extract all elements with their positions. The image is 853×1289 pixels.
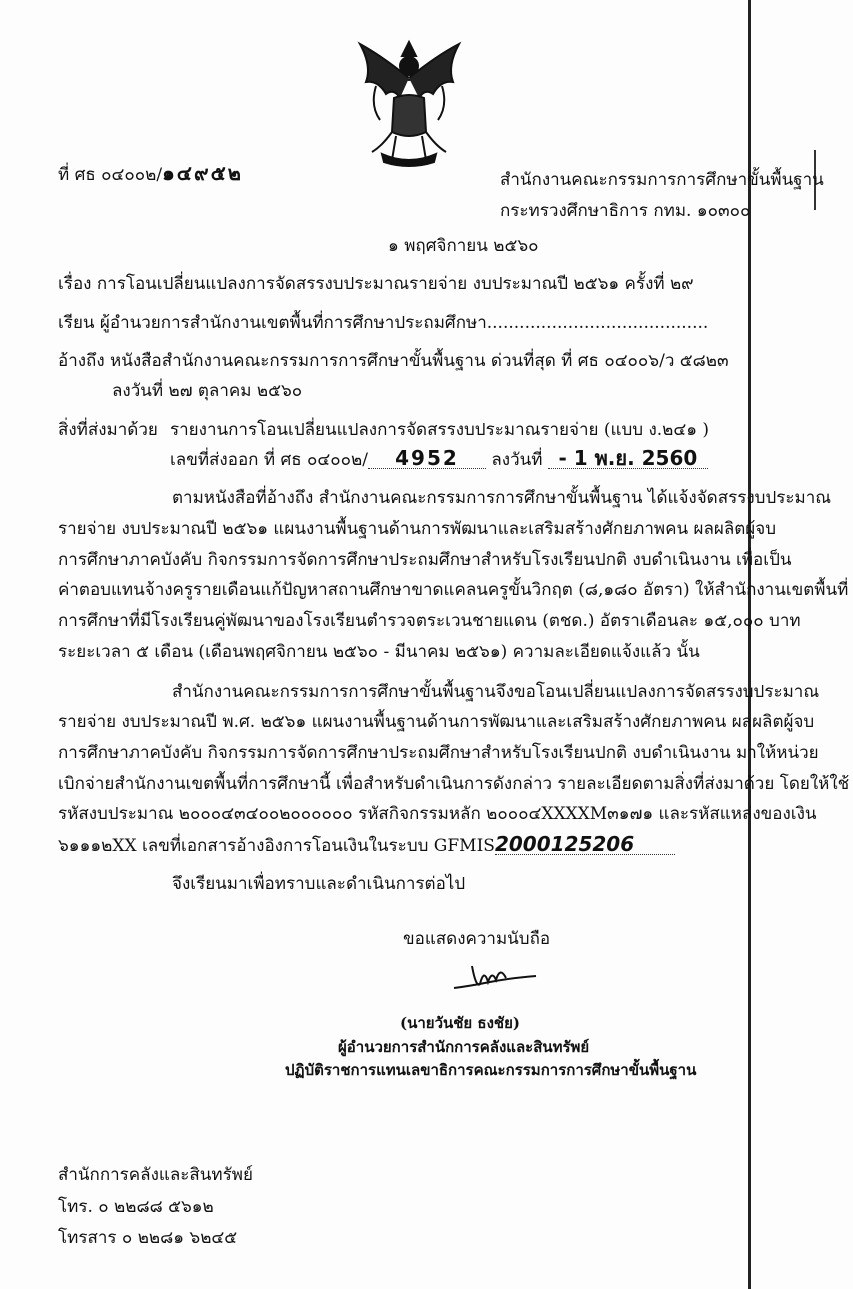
outgoing-prefix: เลขที่ส่งออก ที่ ศธ ๐๔๐๐๒/: [170, 450, 368, 470]
p2-line: รายจ่าย งบประมาณปี พ.ศ. ๒๕๖๑ แผนงานพื้นฐานด้านการพัฒนาและเสริมสร้างศักยภาพคน ผลผลิตผู้จบ: [58, 712, 815, 732]
p2-line: การศึกษาภาคบังคับ กิจกรรมการจัดการศึกษาประถมศึกษาสำหรับโรงเรียนปกติ งบดำเนินงาน มาให้หน่วย: [58, 743, 819, 763]
p2-line: เบิกจ่ายสำนักงานเขตพื้นที่การศึกษานี้ เพื่อสำหรับดำเนินการดังกล่าว รายละเอียดตามสิ่งที่ส่งมาด้วย โดยให้ใช้: [58, 774, 850, 794]
subject-line: เรื่อง การโอนเปลี่ยนแปลงการจัดสรรงบประมาณรายจ่าย งบประมาณปี ๒๕๖๑ ครั้งที่ ๒๙: [58, 274, 694, 294]
signer-title1: ผู้อำนวยการสำนักการคลังและสินทรัพย์: [338, 1038, 590, 1056]
gfmis-number-handwritten: 2000125206: [495, 834, 675, 855]
letter-date: ๑ พฤศจิกายน ๒๕๖๐: [388, 236, 539, 256]
signature-icon: [450, 958, 540, 998]
ref-number-prefix: ที่ ศธ ๐๔๐๐๒/: [58, 165, 163, 185]
reference-line2: ลงวันที่ ๒๗ ตุลาคม ๒๕๖๐: [112, 381, 303, 401]
p1-line: การศึกษาภาคบังคับ กิจกรรมการจัดการศึกษาประถมศึกษาสำหรับโรงเรียนปกติ งบดำเนินงาน เพื่อเป็น: [58, 550, 792, 570]
reference-line1: อ้างถึง หนังสือสำนักงานคณะกรรมการการศึกษาขั้นพื้นฐาน ด่วนที่สุด ที่ ศธ ๐๔๐๐๖/ว ๕๘๒๓: [58, 351, 729, 371]
footer-tel: โทร. ๐ ๒๒๘๘ ๕๖๑๒: [58, 1197, 214, 1217]
p2-line: สำนักงานคณะกรรมการการศึกษาขั้นพื้นฐานจึงขอโอนเปลี่ยนแปลงการจัดสรรงบประมาณ: [172, 682, 820, 702]
p1-line: ตามหนังสือที่อ้างถึง สำนักงานคณะกรรมการการศึกษาขั้นพื้นฐาน ได้แจ้งจัดสรรงบประมาณ: [172, 488, 832, 508]
outgoing-number-handwritten: 4952: [368, 448, 486, 469]
closing-line: จึงเรียนมาเพื่อทราบและดำเนินการต่อไป: [172, 874, 466, 894]
p1-line: ค่าตอบแทนจ้างครูรายเดือนแก้ปัญหาสถานศึกษาขาดแคลนครูขั้นวิกฤต (๘,๑๘๐ อัตรา) ให้สำนักงานเขตพื้นที่: [58, 580, 849, 600]
outgoing-date-handwritten: - 1 พ.ย. 2560: [548, 448, 708, 469]
ref-number: [58, 163, 243, 185]
to-line: เรียน ผู้อำนวยการสำนักงานเขตพื้นที่การศึกษาประถมศึกษา.........................................: [58, 313, 709, 333]
garuda-emblem-icon: [352, 36, 467, 168]
p2-last-line: [58, 834, 675, 856]
scan-edge-line: [748, 0, 751, 1289]
regards: ขอแสดงความนับถือ: [403, 929, 551, 949]
p1-line: ระยะเวลา ๕ เดือน (เดือนพฤศจิกายน ๒๕๖๐ - มีนาคม ๒๕๖๑) ความละเอียดแจ้งแล้ว นั้น: [58, 642, 700, 662]
footer-dept: สำนักการคลังและสินทรัพย์: [58, 1165, 253, 1185]
footer-fax: โทรสาร ๐ ๒๒๘๑ ๖๒๔๕: [58, 1228, 238, 1248]
p1-line: รายจ่าย งบประมาณปี ๒๕๖๑ แผนงานพื้นฐานด้านการพัฒนาและเสริมสร้างศักยภาพคน ผลผลิตผู้จบ: [58, 519, 777, 539]
enclosure-label: สิ่งที่ส่งมาด้วย: [58, 420, 158, 440]
office-line2: กระทรวงศึกษาธิการ กทม. ๑๐๓๐๐: [500, 201, 751, 221]
signer-title2: ปฏิบัติราชการแทนเลขาธิการคณะกรรมการการศึกษาขั้นพื้นฐาน: [285, 1061, 697, 1079]
gfmis-label: ๖๑๑๑๒XX เลขที่เอกสารอ้างอิงการโอนเงินในระบบ GFMIS: [58, 836, 495, 856]
office-line1: สำนักงานคณะกรรมการการศึกษาขั้นพื้นฐาน: [500, 170, 824, 190]
enclosure-text: รายงานการโอนเปลี่ยนแปลงการจัดสรรงบประมาณรายจ่าย (แบบ ง.๒๔๑ ): [170, 420, 710, 440]
outgoing-date-label: ลงวันที่: [491, 450, 543, 470]
outgoing-number: [170, 448, 708, 470]
signer-name: (นายวันชัย ธงชัย): [400, 1014, 520, 1032]
p1-line: การศึกษาที่มีโรงเรียนคู่พัฒนาของโรงเรียนตำรวจตระเวนชายแดน (ตชด.) อัตราเดือนละ ๑๕,๐๐๐ บาท: [58, 611, 801, 631]
ref-number-handwritten: ๑๔๙๕๒: [162, 161, 243, 185]
p2-line: รหัสงบประมาณ ๒๐๐๐๔๓๔๐๐๒๐๐๐๐๐๐ รหัสกิจกรรมหลัก ๒๐๐๐๔XXXXM๓๑๗๑ และรหัสแหล่งของเงิน: [58, 804, 817, 824]
